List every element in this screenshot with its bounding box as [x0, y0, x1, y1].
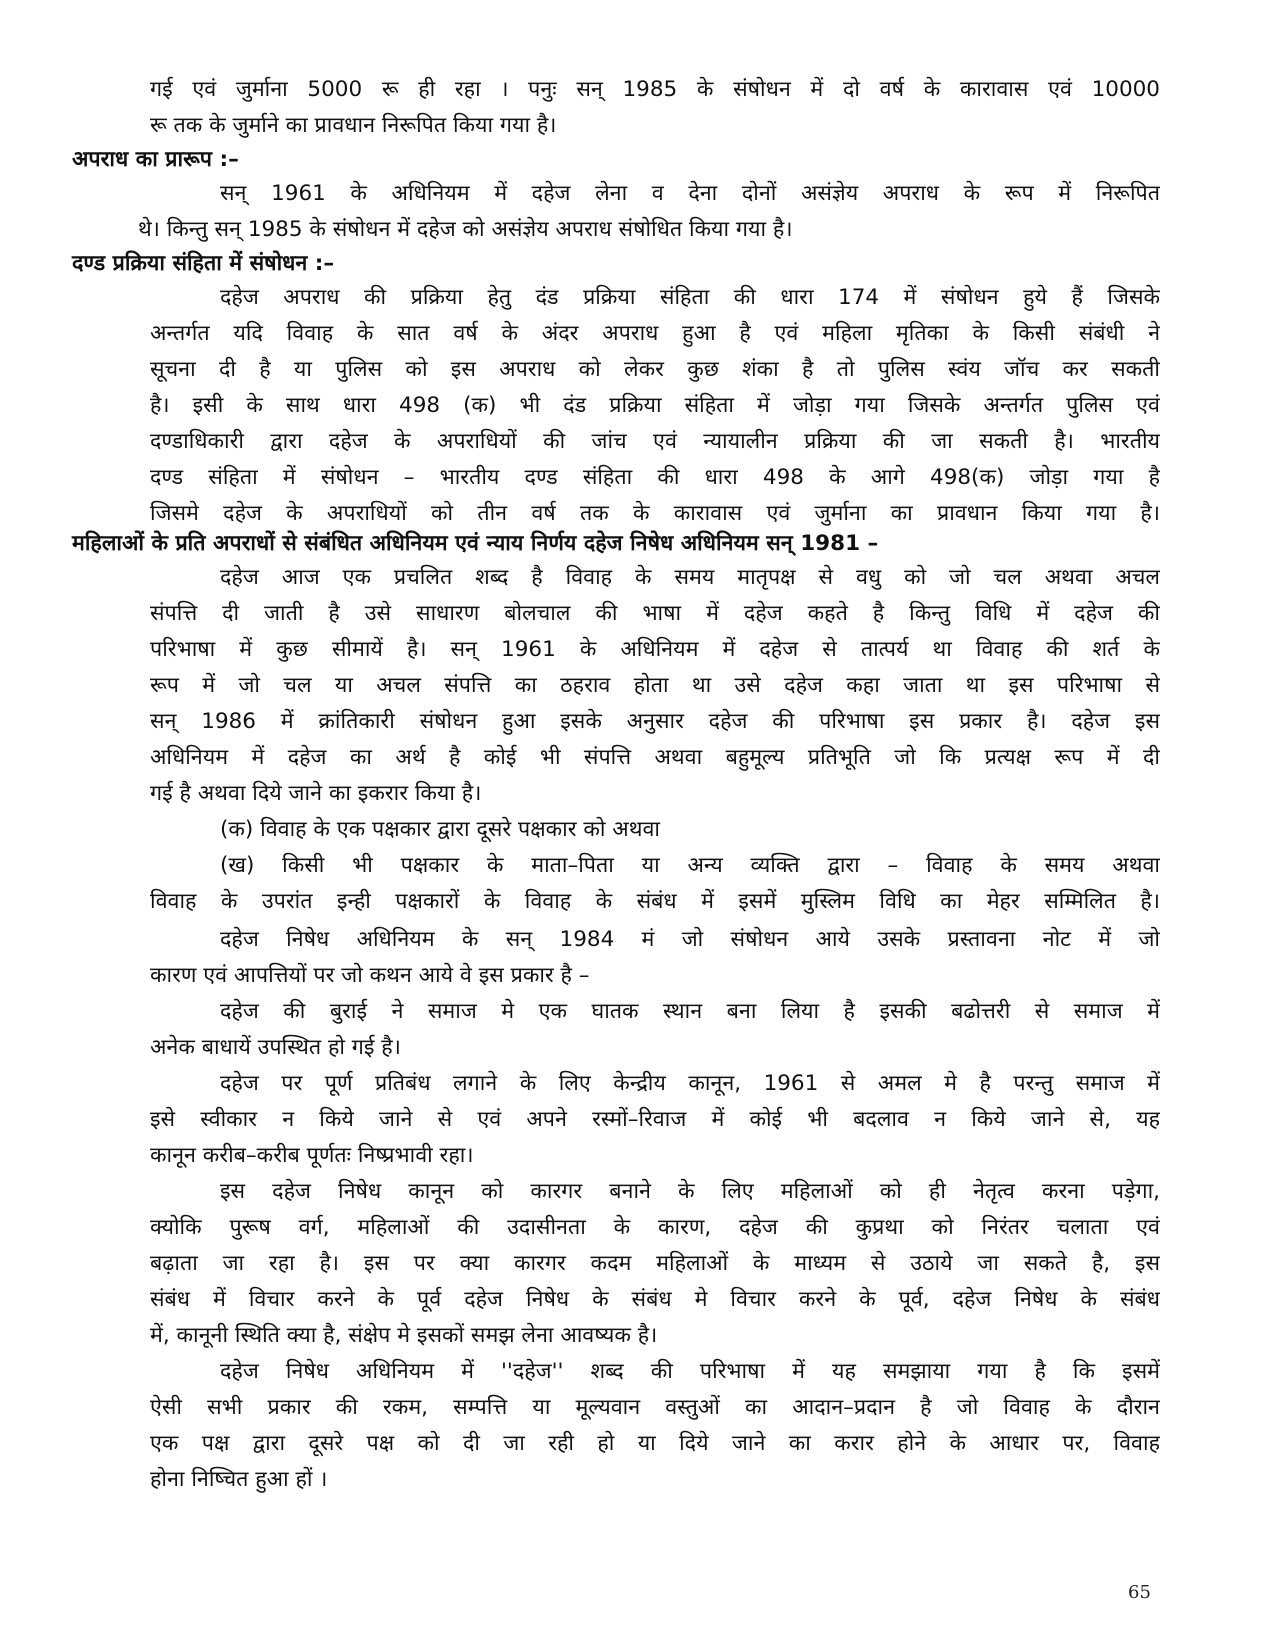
list-item-ka: (क) विवाह के एक पक्षकार द्वारा दूसरे पक्षकार को अथवा — [220, 817, 660, 842]
paragraph-evil-dowry — [150, 994, 1160, 1066]
text-line: परिभाषा में कुछ सीमायें है। सन् 1961 के अधिनियम में दहेज से तात्पर्य था विवाह की शर्त के — [150, 637, 1160, 662]
text-line: दहेज पर पूर्ण प्रतिबंध लगाने के लिए केन्द्रीय कानून, 1961 से अमल मे है परन्तु समाज में — [220, 1071, 1160, 1096]
page-number: 65 — [1128, 1582, 1151, 1603]
paragraph-dowry-term — [150, 1354, 1160, 1498]
text-line: कानून करीब–करीब पूर्णतः निष्प्रभावी रहा। — [150, 1143, 474, 1168]
paragraph-central-law — [150, 1066, 1160, 1174]
paragraph-fine-amendment — [150, 72, 1160, 144]
text-line: संपत्ति दी जाती है उसे साधारण बोलचाल की भाषा में दहेज कहते है किन्तु विधि में दहेज की — [150, 601, 1160, 626]
text-line: क्योकि पुरूष वर्ग, महिलाओं की उदासीनता के कारण, दहेज की कुप्रथा को निरंतर चलाता एवं — [150, 1215, 1160, 1240]
text-line: अनेक बाधायें उपस्थित हो गई है। — [150, 1035, 401, 1060]
text-line: विवाह के उपरांत इन्ही पक्षकारों के विवाह के संबंध में इसमें मुस्लिम विधि का मेहर सम्मिलित है। — [150, 889, 1160, 914]
text-line: दण्ड संहिता में संषोधन – भारतीय दण्ड संहिता की धारा 498 के आगे 498(क) जोड़ा गया है — [150, 465, 1160, 490]
text-line: एक पक्ष द्वारा दूसरे पक्ष को दी जा रही हो या दिये जाने का करार होने के आधार पर, विवाह — [150, 1431, 1160, 1456]
text-line: में, कानूनी स्थिति क्या है, संक्षेप मे इसकों समझ लेना आवष्यक है। — [150, 1323, 658, 1348]
text-line: कारण एवं आपत्तियों पर जो कथन आये वे इस प्रकार है – — [150, 963, 590, 988]
text-line: सूचना दी है या पुलिस को इस अपराध को लेकर कुछ शंका है तो पुलिस स्वंय जॉच कर सकती — [150, 357, 1160, 382]
text-line: दण्डाधिकारी द्वारा दहेज के अपराधियों की जांच एवं न्यायालीन प्रक्रिया की जा सकती है। भारतीय — [150, 429, 1160, 454]
text-line: ऐसी सभी प्रकार की रकम, सम्पत्ति या मूल्यवान वस्तुओं का आदान–प्रदान है जो विवाह के दौरान — [150, 1395, 1160, 1420]
section-heading: अपराध का प्रारूप :– — [72, 147, 239, 172]
text-line: इसे स्वीकार न किये जाने से एवं अपने रस्मों–रिवाज में कोई भी बदलाव न किये जाने से, यह — [150, 1107, 1160, 1132]
text-line: गई है अथवा दिये जाने का इकरार किया है। — [150, 781, 482, 806]
text-line: जिसमे दहेज के अपराधियों को तीन वर्ष तक के कारावास एवं जुर्माना का प्रावधान किया गया है। — [150, 501, 1160, 526]
text-line: बढ़ाता जा रहा है। इस पर क्या कारगर कदम महिलाओं के माध्यम से उठाये जा सकते है, इस — [150, 1251, 1160, 1276]
text-line: होना निष्चित हुआ हों । — [150, 1467, 328, 1492]
text-line: है। इसी के साथ धारा 498 (क) भी दंड प्रक्रिया संहिता में जोड़ा गया जिसके अन्तर्गत पुलिस एवं — [150, 393, 1160, 418]
text-line: संबंध में विचार करने के पूर्व दहेज निषेध के संबंध मे विचार करने के पूर्व, दहेज निषेध के संबंध — [150, 1287, 1160, 1312]
section-heading: महिलाओं के प्रति अपराधों से संबंधित अधिनियम एवं न्याय निर्णय दहेज निषेध अधिनियम सन् 1981 – — [72, 531, 879, 556]
paragraph-women-leadership — [150, 1174, 1160, 1354]
text-line: सन् 1986 में क्रांतिकारी संषोधन हुआ इसके अनुसार दहेज की परिभाषा इस प्रकार है। दहेज इस — [150, 709, 1160, 734]
text-line: इस दहेज निषेध कानून को कारगर बनाने के लिए महिलाओं को ही नेतृत्व करना पड़ेगा, — [220, 1179, 1160, 1204]
text-line: दहेज आज एक प्रचलित शब्द है विवाह के समय मातृपक्ष से वधु को जो चल अथवा अचल — [220, 565, 1160, 590]
text-line: दहेज की बुराई ने समाज मे एक घातक स्थान बना लिया है इसकी बढोत्तरी से समाज में — [220, 999, 1160, 1024]
text-line: रूप में जो चल या अचल संपत्ति का ठहराव होता था उसे दहेज कहा जाता था इस परिभाषा से — [150, 673, 1160, 698]
text-line: दहेज निषेध अधिनियम के सन् 1984 मं जो संषोधन आये उसके प्रस्तावना नोट में जो — [220, 927, 1160, 952]
text-line: गई एवं जुर्माना 5000 रू ही रहा । पनुः सन् 1985 के संषोधन में दो वर्ष के कारावास एवं 10000 — [150, 77, 1160, 102]
paragraph-1984-amendment — [150, 922, 1160, 994]
paragraph-dowry-definition — [150, 560, 1160, 920]
paragraph-crpc-amendment — [150, 280, 1160, 532]
list-item-kha: (ख) किसी भी पक्षकार के माता–पिता या अन्य व्यक्ति द्वारा – विवाह के समय अथवा — [220, 853, 1160, 878]
text-line: सन् 1961 के अधिनियम में दहेज लेना व देना दोनों असंज्ञेय अपराध के रूप में निरूपित — [220, 181, 1160, 206]
section-heading: दण्ड प्रक्रिया संहिता में संषोधन :– — [72, 251, 335, 276]
text-line: अन्तर्गत यदि विवाह के सात वर्ष के अंदर अपराध हुआ है एवं महिला मृतिका के किसी संबंधी ने — [150, 321, 1160, 346]
paragraph-offense-nature — [138, 176, 1160, 248]
text-line: थे। किन्तु सन् 1985 के संषोधन में दहेज को असंज्ञेय अपराध संषोधित किया गया है। — [138, 217, 793, 242]
text-line: अधिनियम में दहेज का अर्थ है कोई भी संपत्ति अथवा बहुमूल्य प्रतिभूति जो कि प्रत्यक्ष रूप में दी — [150, 745, 1160, 770]
text-line: दहेज निषेध अधिनियम में ''दहेज'' शब्द की परिभाषा में यह समझाया गया है कि इसमें — [220, 1359, 1160, 1384]
text-line: दहेज अपराध की प्रक्रिया हेतु दंड प्रक्रिया संहिता की धारा 174 में संषोधन हुये हैं जिसके — [220, 285, 1160, 310]
text-line: रू तक के जुर्माने का प्रावधान निरूपित किया गया है। — [150, 113, 557, 138]
